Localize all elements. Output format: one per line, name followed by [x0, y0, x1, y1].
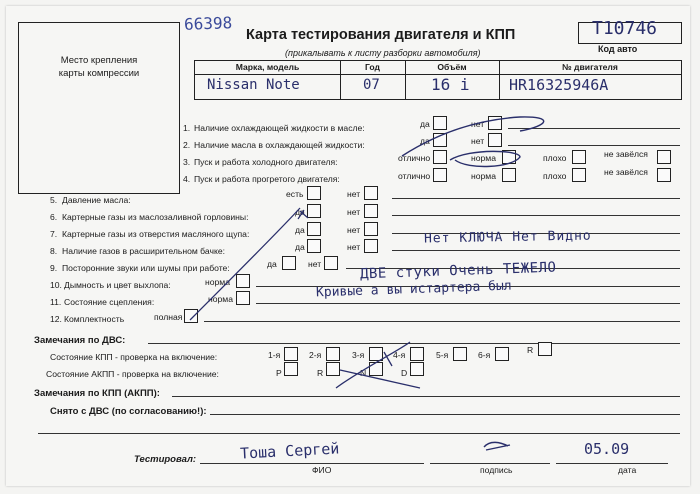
gear-n-label: N	[360, 368, 367, 378]
akpp-state-label: Состояние АКПП - проверка на включение:	[46, 369, 219, 379]
item-8-yes: да	[295, 242, 305, 252]
check-3-not-started-box[interactable]	[657, 150, 671, 164]
item-5-label: Давление масла:	[62, 195, 131, 205]
item-7-no-box[interactable]	[364, 222, 378, 236]
check-2-label: Наличие масла в охлаждающей жидкости:	[194, 140, 365, 150]
item-9-label: Посторонние звуки или шумы при работе:	[62, 263, 230, 273]
value-volume: 16 i	[431, 75, 470, 94]
gear-6-box[interactable]	[495, 347, 509, 361]
item-10-normal: норма	[205, 277, 230, 287]
check-2-number: 2.	[183, 140, 191, 150]
item-8-yes-box[interactable]	[307, 239, 321, 253]
gear-p-label: P	[276, 368, 282, 378]
check-4-bad-box[interactable]	[572, 168, 586, 182]
gear-1-box[interactable]	[284, 347, 298, 361]
header-make: Марка, модель	[235, 62, 300, 72]
gear-5-label: 5-я	[436, 350, 449, 360]
left-box-line-2: карты компрессии	[58, 68, 140, 79]
handwritten-number: 66398	[183, 13, 233, 34]
tester-name: Тоша Сергей	[239, 439, 340, 463]
item-7-yes-box[interactable]	[307, 222, 321, 236]
check-3-bad-box[interactable]	[572, 150, 586, 164]
check-1-yes-box[interactable]	[433, 116, 447, 130]
check-4-not-started-box[interactable]	[657, 168, 671, 182]
gear-1-label: 1-я	[268, 350, 281, 360]
gear-3-box[interactable]	[369, 347, 383, 361]
item-9-yes: да	[267, 259, 277, 269]
gear-p-box[interactable]	[284, 362, 298, 376]
item-11-label: Состояние сцепления:	[64, 297, 155, 307]
check-2-yes-box[interactable]	[433, 133, 447, 147]
check-4-number: 4.	[183, 174, 191, 184]
check-3-normal-box[interactable]	[502, 150, 516, 164]
item-12-full-box[interactable]	[184, 309, 198, 323]
check-3-number: 3.	[183, 157, 191, 167]
item-8-no: нет	[347, 242, 361, 252]
check-2-yes: да	[420, 136, 430, 146]
item-11-normal-box[interactable]	[236, 291, 250, 305]
item-7-label: Картерные газы из отверстия масляного щупа:	[62, 229, 250, 239]
check-4-normal: норма	[471, 171, 496, 181]
form-title: Карта тестирования двигателя и КПП	[246, 27, 516, 43]
check-4-excellent: отлично	[398, 171, 431, 181]
item-6-label: Картерные газы из маслозаливной горловины:	[62, 212, 249, 222]
check-3-excellent-box[interactable]	[433, 150, 447, 164]
item-11-normal: норма	[208, 294, 233, 304]
header-year: Год	[364, 62, 381, 72]
item-9-no: нет	[308, 259, 322, 269]
check-3-normal: норма	[471, 153, 496, 163]
header-volume: Объём	[437, 62, 467, 72]
item-7-no: нет	[347, 225, 361, 235]
item-7-number: 7.	[50, 229, 58, 239]
fio-label: ФИО	[312, 465, 332, 475]
tested-label: Тестировал:	[134, 454, 197, 465]
check-3-label: Пуск и работа холодного двигателя:	[194, 157, 338, 167]
item-12-number: 12.	[50, 314, 62, 324]
gear-4-label: 4-я	[393, 350, 406, 360]
gear-2-box[interactable]	[326, 347, 340, 361]
date-label: дата	[618, 465, 637, 475]
gear-6-label: 6-я	[478, 350, 491, 360]
item-9-number: 9.	[50, 263, 58, 273]
item-6-yes: да	[295, 207, 305, 217]
kpp-remarks-label: Замечания по КПП (АКПП):	[34, 388, 160, 399]
dvs-remarks-label: Замечания по ДВС:	[34, 335, 126, 346]
item-5-no-box[interactable]	[364, 186, 378, 200]
form-subtitle: (прикалывать к листу разборки автомобиля)	[285, 48, 481, 58]
check-1-label: Наличие охлаждающей жидкости в масле:	[194, 123, 365, 133]
check-1-no-box[interactable]	[488, 116, 502, 130]
header-engine-no: № двигателя	[562, 62, 618, 72]
handwriting-line-8: Нет КЛЮЧА Нет Видно	[423, 228, 592, 247]
gear-d-box[interactable]	[410, 362, 424, 376]
check-4-bad: плохо	[543, 171, 567, 181]
item-11-number: 11.	[50, 297, 62, 307]
gear-5-box[interactable]	[453, 347, 467, 361]
check-1-no: нет	[471, 119, 485, 129]
check-4-normal-box[interactable]	[502, 168, 516, 182]
removed-label: Снято с ДВС (по согласованию!):	[50, 406, 207, 417]
gear-r-box[interactable]	[538, 342, 552, 356]
value-engine-no: HR16325946A	[509, 76, 609, 94]
check-2-no-box[interactable]	[488, 133, 502, 147]
item-12-full: полная	[154, 312, 183, 322]
item-12-label: Комплектность	[64, 314, 125, 324]
item-5-yes-box[interactable]	[307, 186, 321, 200]
kpp-state-label: Состояние КПП - проверка на включение:	[50, 352, 218, 362]
check-1-number: 1.	[183, 123, 191, 133]
item-8-no-box[interactable]	[364, 239, 378, 253]
value-make: Nissan Note	[207, 77, 300, 93]
item-5-no: нет	[347, 189, 361, 199]
item-5-yes: есть	[286, 189, 304, 199]
item-10-label: Дымность и цвет выхлопа:	[64, 280, 171, 290]
akpp-gear-r-box[interactable]	[326, 362, 340, 376]
item-5-number: 5.	[50, 195, 58, 205]
item-8-label: Наличие газов в расширительном бачке:	[62, 246, 225, 256]
item-6-no-box[interactable]	[364, 204, 378, 218]
gear-n-box[interactable]	[369, 362, 383, 376]
check-3-not-started: не завёлся	[604, 149, 648, 159]
check-4-excellent-box[interactable]	[433, 168, 447, 182]
item-6-yes-box[interactable]	[307, 204, 321, 218]
code-label: Код авто	[598, 44, 638, 54]
gear-r-label: R	[527, 345, 534, 355]
compression-card-box	[18, 22, 180, 194]
item-7-yes: да	[295, 225, 305, 235]
item-9-yes-box[interactable]	[282, 256, 296, 270]
check-3-excellent: отлично	[398, 153, 431, 163]
check-2-no: нет	[471, 136, 485, 146]
check-4-label: Пуск и работа прогретого двигателя:	[194, 174, 340, 184]
item-10-number: 10.	[50, 280, 62, 290]
code-value: T10746	[592, 18, 658, 39]
handwriting-line-9: ДВЕ стуки Очень ТЕЖЕЛО	[359, 259, 557, 283]
check-4-not-started: не завёлся	[604, 167, 648, 177]
left-box-line-1: Место крепления	[60, 55, 138, 66]
gear-d-label: D	[401, 368, 408, 378]
akpp-gear-r-label: R	[317, 368, 324, 378]
item-8-number: 8.	[50, 246, 58, 256]
gear-2-label: 2-я	[309, 350, 322, 360]
gear-4-box[interactable]	[410, 347, 424, 361]
item-9-no-box[interactable]	[324, 256, 338, 270]
item-10-normal-box[interactable]	[236, 274, 250, 288]
item-6-number: 6.	[50, 212, 58, 222]
item-6-no: нет	[347, 207, 361, 217]
signature-label: подпись	[480, 465, 513, 475]
handwriting-line-10: Кривые а вы истартера был	[315, 278, 512, 301]
check-3-bad: плохо	[543, 153, 567, 163]
check-1-yes: да	[420, 119, 430, 129]
date-value: 05.09	[584, 440, 630, 458]
gear-3-label: 3-я	[352, 350, 365, 360]
header-table	[194, 60, 682, 100]
value-year: 07	[363, 77, 380, 93]
